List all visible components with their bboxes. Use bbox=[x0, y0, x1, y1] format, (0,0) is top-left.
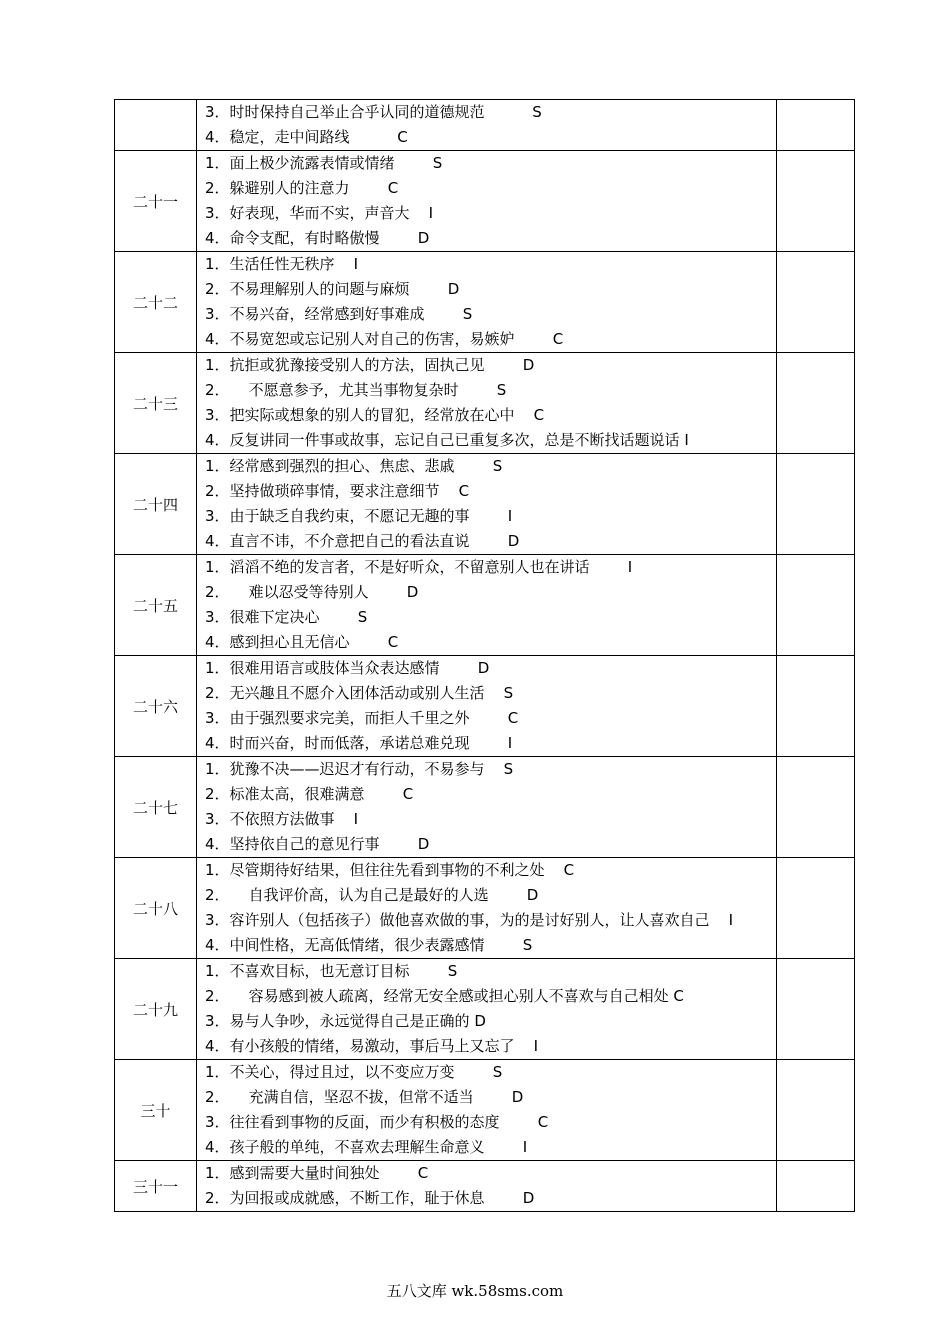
option-line: 4．中间性格，无高低情绪，很少表露感情 S bbox=[205, 936, 533, 954]
question-group-row bbox=[115, 555, 855, 656]
option-line: 3．时时保持自己举止合乎认同的道德规范 S bbox=[205, 103, 542, 121]
question-options bbox=[197, 555, 777, 656]
option-line: 1．滔滔不绝的发言者，不是好听众，不留意别人也在讲话 I bbox=[205, 558, 633, 576]
question-options bbox=[197, 1060, 777, 1161]
option-line: 3．不易兴奋，经常感到好事难成 S bbox=[205, 305, 473, 323]
question-options bbox=[197, 353, 777, 454]
option-line: 3．由于强烈要求完美，而拒人千里之外 C bbox=[205, 709, 519, 727]
option-line: 4．稳定，走中间路线 C bbox=[205, 128, 408, 146]
score-cell[interactable] bbox=[777, 252, 855, 353]
option-line: 1．经常感到强烈的担心、焦虑、悲戚 S bbox=[205, 457, 503, 475]
question-group-row bbox=[115, 353, 855, 454]
question-group-row bbox=[115, 1060, 855, 1161]
option-line: 2． 自我评价高，认为自己是最好的人选 D bbox=[205, 886, 539, 904]
questionnaire-table bbox=[114, 99, 855, 1212]
option-line: 1．生活任性无秩序 I bbox=[205, 255, 359, 273]
score-cell[interactable] bbox=[777, 1060, 855, 1161]
question-number: 二十七 bbox=[115, 757, 197, 858]
option-line: 4．不易宽恕或忘记别人对自己的伤害，易嫉妒 C bbox=[205, 330, 564, 348]
option-line: 3．由于缺乏自我约束，不愿记无趣的事 I bbox=[205, 507, 513, 525]
question-number: 二十五 bbox=[115, 555, 197, 656]
question-group-row bbox=[115, 656, 855, 757]
option-line: 2．不易理解别人的问题与麻烦 D bbox=[205, 280, 460, 298]
question-group-row bbox=[115, 757, 855, 858]
question-options bbox=[197, 100, 777, 151]
option-line: 2． 难以忍受等待别人 D bbox=[205, 583, 419, 601]
option-line: 1．不关心，得过且过，以不变应万变 S bbox=[205, 1063, 503, 1081]
question-number: 二十二 bbox=[115, 252, 197, 353]
option-line: 4．时而兴奋，时而低落，承诺总难兑现 I bbox=[205, 734, 513, 752]
question-group-row bbox=[115, 252, 855, 353]
question-number: 二十六 bbox=[115, 656, 197, 757]
question-group-row bbox=[115, 858, 855, 959]
option-line: 1．尽管期待好结果，但往往先看到事物的不利之处 C bbox=[205, 861, 575, 879]
option-line: 1．很难用语言或肢体当众表达感情 D bbox=[205, 659, 490, 677]
question-group-row bbox=[115, 454, 855, 555]
question-options bbox=[197, 252, 777, 353]
question-options bbox=[197, 151, 777, 252]
question-options bbox=[197, 1161, 777, 1212]
option-line: 1．抗拒或犹豫接受别人的方法，固执己见 D bbox=[205, 356, 535, 374]
option-line: 2．为回报或成就感，不断工作，耻于休息 D bbox=[205, 1189, 535, 1207]
option-line: 3．很难下定决心 S bbox=[205, 608, 368, 626]
question-number: 二十三 bbox=[115, 353, 197, 454]
option-line: 1．感到需要大量时间独处 C bbox=[205, 1164, 429, 1182]
option-line: 4．坚持依自己的意见行事 D bbox=[205, 835, 430, 853]
question-options bbox=[197, 454, 777, 555]
score-cell[interactable] bbox=[777, 100, 855, 151]
score-cell[interactable] bbox=[777, 858, 855, 959]
option-line: 3．容许别人（包括孩子）做他喜欢做的事，为的是讨好别人，让人喜欢自己 I bbox=[205, 911, 734, 929]
option-line: 2．躲避别人的注意力 C bbox=[205, 179, 399, 197]
question-number: 二十八 bbox=[115, 858, 197, 959]
option-line: 2．无兴趣且不愿介入团体活动或别人生活 S bbox=[205, 684, 514, 702]
score-cell[interactable] bbox=[777, 555, 855, 656]
score-cell[interactable] bbox=[777, 959, 855, 1060]
option-line: 4．孩子般的单纯，不喜欢去理解生命意义 I bbox=[205, 1138, 528, 1156]
question-number bbox=[115, 100, 197, 151]
option-line: 3．易与人争吵，永远觉得自己是正确的 D bbox=[205, 1012, 486, 1030]
option-line: 4．直言不讳，不介意把自己的看法直说 D bbox=[205, 532, 520, 550]
score-cell[interactable] bbox=[777, 454, 855, 555]
footer-watermark: 五八文库 wk.58sms.com bbox=[386, 1282, 564, 1300]
question-options bbox=[197, 757, 777, 858]
option-line: 3．好表现，华而不实，声音大 I bbox=[205, 204, 434, 222]
question-group-row bbox=[115, 100, 855, 151]
option-line: 2． 不愿意参予，尤其当事物复杂时 S bbox=[205, 381, 507, 399]
option-line: 1．不喜欢目标，也无意订目标 S bbox=[205, 962, 458, 980]
question-options bbox=[197, 656, 777, 757]
option-line: 2． 充满自信，坚忍不拔，但常不适当 D bbox=[205, 1088, 524, 1106]
option-line: 1．面上极少流露表情或情绪 S bbox=[205, 154, 443, 172]
option-line: 3．不依照方法做事 I bbox=[205, 810, 359, 828]
option-line: 4．感到担心且无信心 C bbox=[205, 633, 399, 651]
option-line: 3．往往看到事物的反面，而少有积极的态度 C bbox=[205, 1113, 549, 1131]
question-group-row bbox=[115, 959, 855, 1060]
option-line: 2．坚持做琐碎事情，要求注意细节 C bbox=[205, 482, 470, 500]
question-number: 三十一 bbox=[115, 1161, 197, 1212]
score-cell[interactable] bbox=[777, 151, 855, 252]
question-number: 二十九 bbox=[115, 959, 197, 1060]
question-group-row bbox=[115, 1161, 855, 1212]
score-cell[interactable] bbox=[777, 757, 855, 858]
question-number: 二十一 bbox=[115, 151, 197, 252]
question-options bbox=[197, 959, 777, 1060]
question-group-row bbox=[115, 151, 855, 252]
option-line: 4．有小孩般的情绪，易激动，事后马上又忘了 I bbox=[205, 1037, 539, 1055]
option-line: 3．把实际或想象的别人的冒犯，经常放在心中 C bbox=[205, 406, 545, 424]
score-cell[interactable] bbox=[777, 656, 855, 757]
option-line: 2．标准太高，很难满意 C bbox=[205, 785, 414, 803]
score-cell[interactable] bbox=[777, 1161, 855, 1212]
score-cell[interactable] bbox=[777, 353, 855, 454]
question-number: 二十四 bbox=[115, 454, 197, 555]
question-number: 三十 bbox=[115, 1060, 197, 1161]
option-line: 4．反复讲同一件事或故事，忘记自己已重复多次，总是不断找话题说话 I bbox=[205, 431, 689, 449]
option-line: 1．犹豫不决——迟迟才有行动，不易参与 S bbox=[205, 760, 514, 778]
option-line: 2． 容易感到被人疏离，经常无安全感或担心别人不喜欢与自己相处 C bbox=[205, 987, 684, 1005]
option-line: 4．命令支配，有时略傲慢 D bbox=[205, 229, 430, 247]
question-options bbox=[197, 858, 777, 959]
